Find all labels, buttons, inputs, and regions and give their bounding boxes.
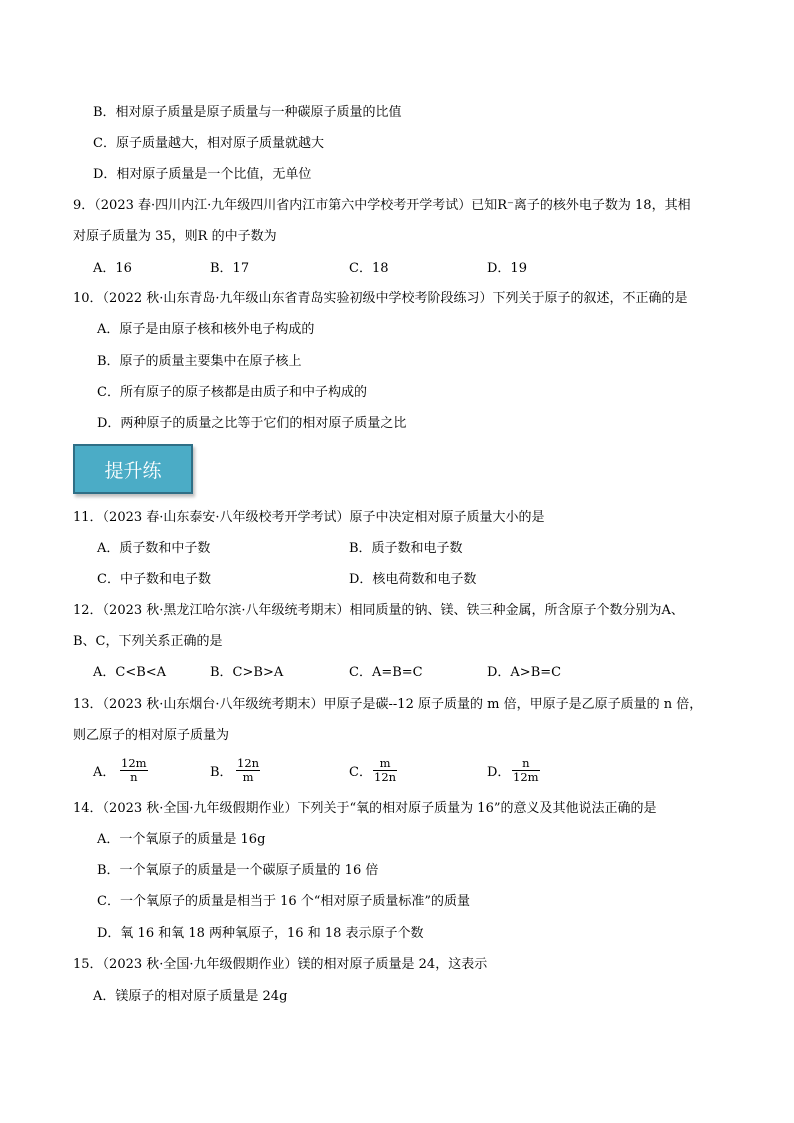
q12-stem-line2: B、C，下列关系正确的是 xyxy=(73,634,223,649)
q14-stem: 14．（2023 秋·全国·九年级假期作业）下列关于“氧的相对原子质量为 16”的意义及其他说法正确的是 xyxy=(73,801,657,816)
q9-option-c: C．18 xyxy=(349,261,389,276)
q13-option-b-numerator: 12n xyxy=(237,756,260,770)
q15-option-a: A．镁原子的相对原子质量是 24g xyxy=(93,989,288,1004)
q14-option-b: B．一个氧原子的质量是一个碳原子质量的 16 倍 xyxy=(97,863,379,878)
q13-option-d-fraction xyxy=(512,757,540,784)
q14-option-a: A．一个氧原子的质量是 16g xyxy=(97,832,266,847)
q14-option-d: D．氧 16 和氧 18 两种氧原子，16 和 18 表示原子个数 xyxy=(97,926,424,941)
q13-option-a-numerator: 12m xyxy=(121,756,147,770)
q11-option-b: B．质子数和电子数 xyxy=(349,541,463,556)
section-header-tishenglian: 提升练 xyxy=(73,444,193,494)
q11-stem: 11．（2023 春·山东泰安·八年级校考开学考试）原子中决定相对原子质量大小的是 xyxy=(73,510,545,525)
q10-option-d: D．两种原子的质量之比等于它们的相对原子质量之比 xyxy=(97,416,407,431)
q13-option-c-label: C． xyxy=(349,765,372,780)
q13-option-a-denominator: n xyxy=(130,770,138,784)
q11-option-d: D．核电荷数和电子数 xyxy=(349,572,477,587)
option-b: B．相对原子质量是原子质量与一种碳原子质量的比值 xyxy=(93,105,402,120)
q10-option-a: A．原子是由原子核和核外电子构成的 xyxy=(97,322,315,337)
q15-stem: 15．（2023 秋·全国·九年级假期作业）镁的相对原子质量是 24，这表示 xyxy=(73,957,488,972)
q9-option-d: D．19 xyxy=(487,261,527,276)
q12-stem-line1: 12．（2023 秋·黑龙江哈尔滨·八年级统考期末）相同质量的钠、镁、铁三种金属，所含原子个数分别为A、 xyxy=(73,603,684,618)
q9-stem-line2: 对原子质量为 35，则R 的中子数为 xyxy=(73,229,277,244)
q9-stem-line1: 9．（2023 春·四川内江·九年级四川省内江市第六中学校考开学考试）已知R⁻离子的核外电子数为 18，其相 xyxy=(73,198,691,213)
q13-option-b-fraction xyxy=(236,757,260,784)
q13-option-d-label: D． xyxy=(487,765,511,780)
q10-option-c: C．所有原子的原子核都是由质子和中子构成的 xyxy=(97,385,367,400)
q10-stem: 10．（2022 秋·山东青岛·九年级山东省青岛实验初级中学校考阶段练习）下列关于原子的叙述，不正确的是 xyxy=(73,291,688,306)
q12-option-a: A．C<B<A xyxy=(93,665,167,680)
q11-option-a: A．质子数和中子数 xyxy=(97,541,211,556)
q12-option-b: B．C>B>A xyxy=(210,665,284,680)
q13-stem-line1: 13．（2023 秋·山东烟台·八年级统考期末）甲原子是碳--12 原子质量的 m 倍，甲原子是乙原子质量的 n 倍， xyxy=(73,697,703,712)
option-c: C．原子质量越大，相对原子质量就越大 xyxy=(93,136,324,151)
q12-option-c: C．A=B=C xyxy=(349,665,423,680)
q13-option-c-numerator: m xyxy=(373,757,397,771)
q11-option-c: C．中子数和电子数 xyxy=(97,572,211,587)
q13-option-b-label: B． xyxy=(210,765,233,780)
q13-option-c-denominator: 12n xyxy=(374,770,397,784)
q12-option-d: D．A>B=C xyxy=(487,665,562,680)
q13-option-a-label: A． xyxy=(93,765,116,780)
q13-option-b-denominator: m xyxy=(242,770,254,784)
q9-option-a: A．16 xyxy=(93,261,132,276)
q14-option-c: C．一个氧原子的质量是相当于 16 个“相对原子质量标准”的质量 xyxy=(97,894,471,909)
q13-stem-line2: 则乙原子的相对原子质量为 xyxy=(73,728,230,743)
q13-option-d-denominator: 12m xyxy=(513,770,539,784)
q13-option-a-fraction xyxy=(120,757,148,784)
q13-option-d-numerator: n xyxy=(512,757,540,771)
q10-option-b: B．原子的质量主要集中在原子核上 xyxy=(97,354,302,369)
q13-option-c-fraction xyxy=(373,757,397,784)
q9-option-b: B．17 xyxy=(210,261,250,276)
option-d: D．相对原子质量是一个比值，无单位 xyxy=(93,167,312,182)
